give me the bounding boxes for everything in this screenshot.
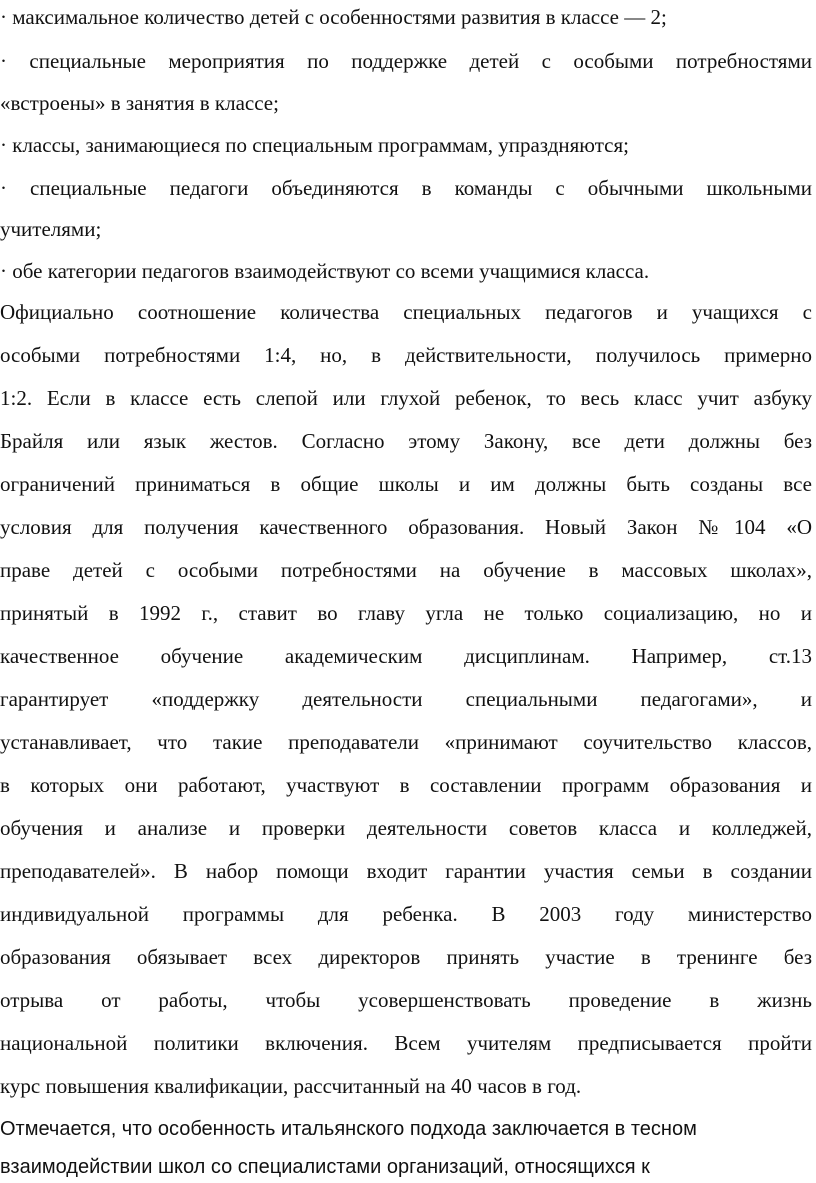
paragraph-line-4: Брайля или язык жестов. Согласно этому Закону, все дети должны без bbox=[0, 429, 812, 453]
paragraph-line-13: обучения и анализе и проверки деятельности советов класса и колледжей, bbox=[0, 816, 812, 840]
paragraph-line-16: образования обязывает всех директоров принять участие в тренинге без bbox=[0, 945, 812, 969]
paragraph-line-7: праве детей с особыми потребностями на обучение в массовых школах», bbox=[0, 558, 812, 582]
paragraph-line-1: Официально соотношение количества специальных педагогов и учащихся с bbox=[0, 300, 812, 324]
paragraph-line-12: в которых они работают, участвуют в составлении программ образования и bbox=[0, 773, 812, 797]
bullet-2-line-2: «встроены» в занятия в классе; bbox=[0, 91, 279, 115]
bullet-2-line-1: · специальные мероприятия по поддержке детей с особыми потребностями bbox=[0, 49, 812, 73]
paragraph-line-5: ограничений приниматься в общие школы и им должны быть созданы все bbox=[0, 472, 812, 496]
paragraph-line-17: отрыва от работы, чтобы усовершенствовать проведение в жизнь bbox=[0, 988, 812, 1012]
paragraph-line-3: 1:2. Если в классе есть слепой или глухой ребенок, то весь класс учит азбуку bbox=[0, 386, 812, 410]
paragraph-line-11: устанавливает, что такие преподаватели «принимают соучительство классов, bbox=[0, 730, 812, 754]
paragraph-line-14: преподавателей». В набор помощи входит гарантии участия семьи в создании bbox=[0, 859, 812, 883]
paragraph-line-18: национальной политики включения. Всем учителям предписывается пройти bbox=[0, 1031, 812, 1055]
bullet-3-line-1: · классы, занимающиеся по специальным программам, упраздняются; bbox=[0, 133, 629, 157]
closing-line-2: взаимодействии школ со специалистами организаций, относящихся к bbox=[0, 1156, 650, 1178]
paragraph-line-10: гарантирует «поддержку деятельности специальными педагогами», и bbox=[0, 687, 812, 711]
paragraph-line-9: качественное обучение академическим дисциплинам. Например, ст.13 bbox=[0, 644, 812, 668]
bullet-4-line-1: · специальные педагоги объединяются в команды с обычными школьными bbox=[0, 176, 812, 200]
paragraph-line-19: курс повышения квалификации, рассчитанный на 40 часов в год. bbox=[0, 1074, 582, 1098]
bullet-5-line-1: · обе категории педагогов взаимодействуют со всеми учащимися класса. bbox=[0, 259, 650, 283]
paragraph-line-2: особыми потребностями 1:4, но, в действительности, получилось примерно bbox=[0, 343, 812, 367]
paragraph-line-15: индивидуальной программы для ребенка. В 2003 году министерство bbox=[0, 902, 812, 926]
closing-line-1: Отмечается, что особенность итальянского подхода заключается в тесном bbox=[0, 1118, 697, 1140]
bullet-1-line-1: · максимальное количество детей с особенностями развития в классе — 2; bbox=[0, 5, 667, 29]
bullet-4-line-2: учителями; bbox=[0, 217, 102, 241]
paragraph-line-8: принятый в 1992 г., ставит во главу угла не только социализацию, но и bbox=[0, 601, 812, 625]
paragraph-line-6: условия для получения качественного образования. Новый Закон №104 «О bbox=[0, 515, 812, 539]
